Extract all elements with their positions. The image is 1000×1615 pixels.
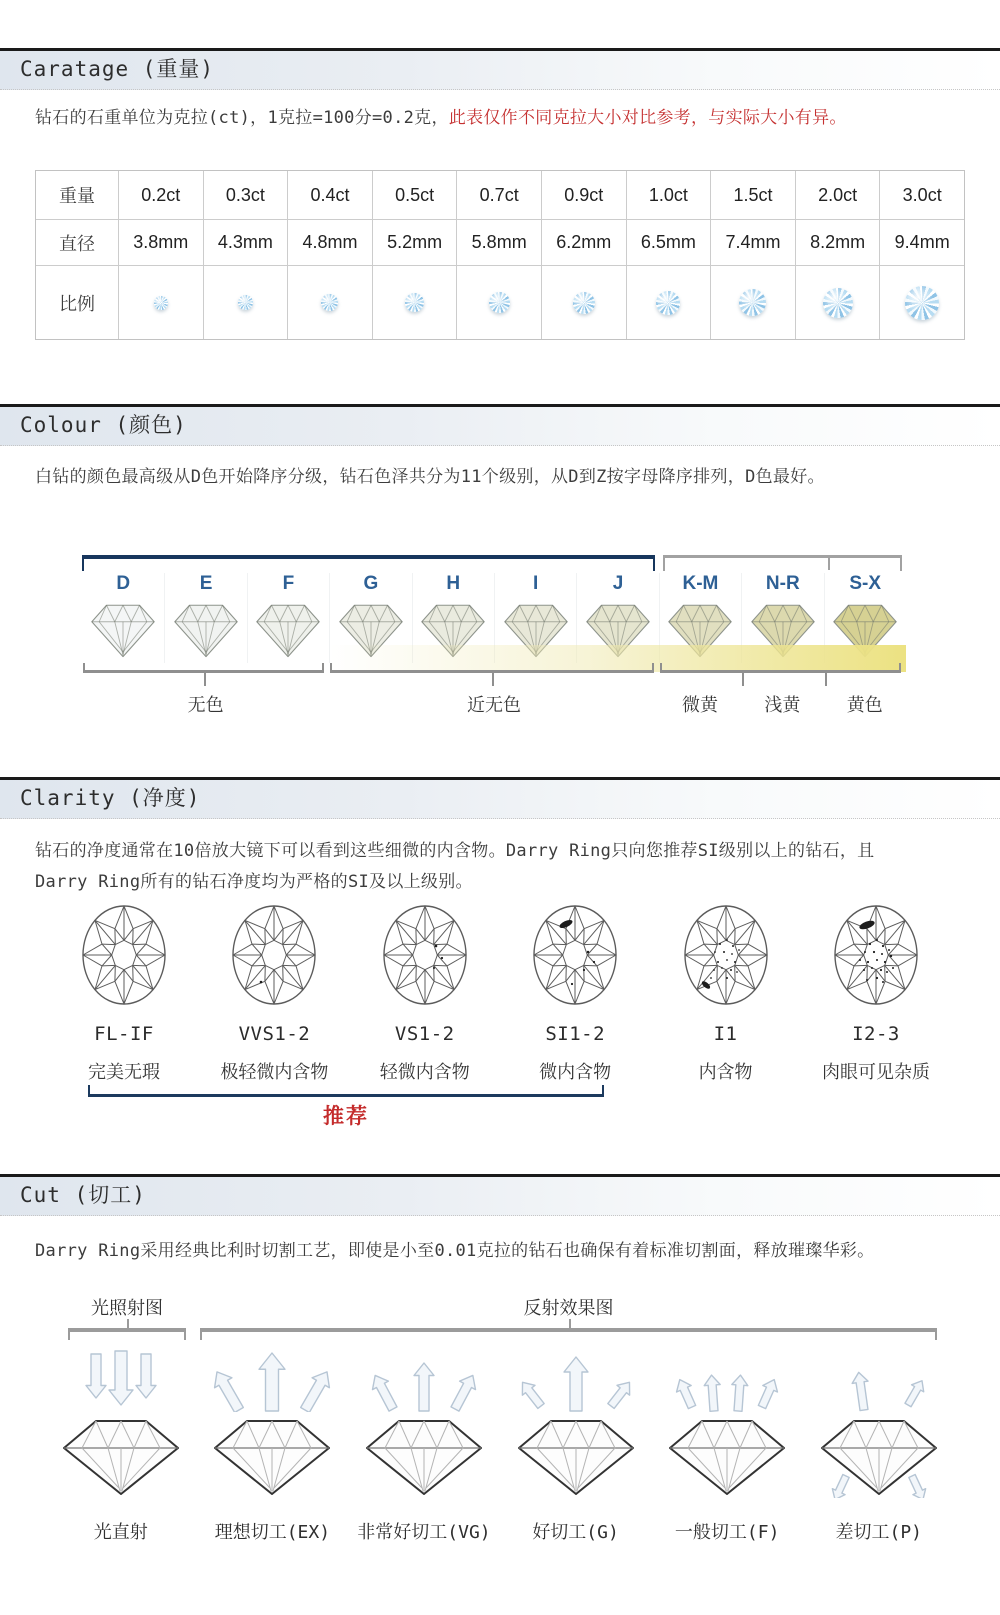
diamond-gem-icon (656, 291, 680, 315)
carat-intro (35, 103, 847, 134)
carat-cell: 5.8mm (456, 219, 541, 265)
bracket-divider-tick (742, 673, 744, 686)
clarity-diagram-icon (230, 903, 318, 1007)
section-header-caratage (0, 48, 1000, 90)
clarity-diagram (381, 903, 469, 1011)
bracket-tick (127, 1319, 129, 1332)
carat-scale-cell (456, 265, 541, 339)
carat-cell: 2.0ct (795, 171, 880, 219)
cut-arrows (349, 1348, 499, 1416)
carat-cell: 3.0ct (879, 171, 964, 219)
colour-grade-letter: E (199, 573, 213, 594)
carat-scale-cell (879, 265, 964, 339)
carat-row-header: 重量 (59, 186, 95, 207)
colour-grade-letter: D (116, 573, 131, 594)
colour-bottom-bracket (83, 663, 324, 673)
carat-cell: 0.9ct (541, 171, 626, 219)
cut-intro: Darry Ring采用经典比利时切割工艺，即使是小至0.01克拉的钻石也确保有着标准切割面，释放璀璨华彩。 (35, 1241, 875, 1261)
carat-scale-cell (626, 265, 711, 339)
cut-item (348, 1348, 500, 1544)
diamond-gem-icon (489, 292, 510, 313)
section-title-cut: Cut (切工) (20, 1183, 146, 1207)
carat-scale-cell (287, 265, 372, 339)
colour-grade-letter: H (446, 573, 461, 594)
cut-arrows-icon (197, 1348, 347, 1412)
recommend-label: 推荐 (323, 1104, 369, 1128)
carat-scale-cell (710, 265, 795, 339)
colour-column (247, 573, 329, 663)
cut-item (651, 1348, 803, 1544)
diamond-gem-icon (154, 296, 168, 310)
cut-diamond (513, 1416, 639, 1502)
clarity-item (50, 903, 198, 1084)
colour-bottom-bracket (330, 663, 654, 673)
cut-left-bracket (68, 1328, 186, 1340)
colour-grade-letter: F (282, 573, 295, 594)
carat-row-header: 比例 (36, 265, 118, 339)
clarity-diagram-icon (531, 903, 619, 1007)
carat-scale-cell (541, 265, 626, 339)
carat-cell: 0.2ct (118, 171, 203, 219)
colour-group-label: 浅黄 (764, 695, 801, 716)
cut-grade-label: 一般切工(F) (674, 1522, 780, 1543)
clarity-diagram (230, 903, 318, 1011)
bracket-tick (569, 1319, 571, 1332)
clarity-grade-desc: 肉眼可见杂质 (821, 1062, 930, 1083)
bracket-center-tick (204, 673, 206, 686)
cut-grade-label: 光直射 (93, 1522, 148, 1543)
section-title-colour: Colour (颜色) (20, 413, 187, 437)
cut-diamond-icon (664, 1416, 790, 1498)
carat-cell: 0.3ct (203, 171, 288, 219)
cut-item (197, 1348, 349, 1544)
diamond-gem-icon (321, 294, 338, 311)
cut-diamond (816, 1416, 942, 1502)
cut-arrows-icon (46, 1348, 196, 1412)
colour-diamond (90, 599, 156, 663)
cut-diamond (664, 1416, 790, 1502)
clarity-grade-row (50, 903, 950, 1084)
cut-item (45, 1348, 197, 1544)
clarity-diagram-icon (381, 903, 469, 1007)
carat-cell: 9.4mm (879, 219, 964, 265)
carat-scale-cell (372, 265, 457, 339)
clarity-grade-desc: 完美无瑕 (88, 1062, 160, 1083)
colour-top-bracket (663, 555, 902, 571)
clarity-grade-code: FL-IF (94, 1023, 154, 1045)
cut-grade-label: 理想切工(EX) (214, 1522, 331, 1543)
bracket-center-tick (492, 673, 494, 686)
carat-cell: 7.4mm (710, 219, 795, 265)
carat-intro-note: 此表仅作不同克拉大小对比参考，与实际大小有异。 (448, 108, 847, 128)
diamond-gem-icon (739, 289, 766, 316)
cut-arrows-icon (804, 1348, 954, 1412)
clarity-item (501, 903, 649, 1084)
carat-scale-cell (795, 265, 880, 339)
carat-cell: 6.2mm (541, 219, 626, 265)
clarity-grade-code: I2-3 (852, 1023, 900, 1045)
clarity-grade-desc: 内含物 (698, 1062, 753, 1083)
colour-grade-letter: I (533, 573, 539, 594)
clarity-diagram-icon (682, 903, 770, 1007)
clarity-diagram (80, 903, 168, 1011)
cut-grade-label: 非常好切工(VG) (357, 1522, 491, 1543)
clarity-grade-desc: 轻微内含物 (379, 1062, 470, 1083)
clarity-item (652, 903, 800, 1084)
clarity-item (200, 903, 348, 1084)
cut-grade-label: 好切工(G) (532, 1522, 619, 1543)
carat-row-header: 直径 (36, 219, 118, 265)
cut-right-bracket (200, 1328, 937, 1340)
clarity-item (802, 903, 950, 1084)
colour-grade-letter: G (363, 573, 379, 594)
cut-arrows (501, 1348, 651, 1416)
carat-cell: 4.8mm (287, 219, 372, 265)
colour-group-label: 近无色 (467, 695, 521, 716)
colour-grade-letter: N-R (765, 573, 800, 594)
cut-diamond (361, 1416, 487, 1502)
carat-cell: 5.2mm (372, 219, 457, 265)
cut-diamond-icon (513, 1416, 639, 1498)
cut-diamond-icon (58, 1416, 184, 1498)
cut-reflection-label: 反射效果图 (523, 1298, 614, 1319)
colour-diamond (173, 599, 239, 663)
carat-cell: 3.8mm (118, 219, 203, 265)
diamond-gem-icon (905, 286, 939, 320)
diamond-gem-icon (573, 292, 595, 314)
clarity-diagram (682, 903, 770, 1011)
clarity-diagram (832, 903, 920, 1011)
cut-direct-light-label: 光照射图 (91, 1298, 163, 1319)
clarity-intro-line2: Darry Ring所有的钻石净度均为严格的SI及以上级别。 (35, 872, 473, 892)
cut-item (500, 1348, 652, 1544)
clarity-intro (35, 836, 875, 898)
carat-intro-text: 钻石的石重单位为克拉(ct)，1克拉=100分=0.2克， (35, 108, 449, 128)
colour-diamond-icon (173, 601, 239, 659)
colour-group-label: 微黄 (682, 695, 718, 716)
colour-diamond-icon (255, 601, 321, 659)
cut-arrows (804, 1348, 954, 1416)
colour-intro: 白钻的颜色最高级从D色开始降序分级，钻石色泽共分为11个级别，从D到Z按字母降序排列，D色最好。 (35, 467, 825, 487)
section-header-clarity (0, 777, 1000, 819)
cut-item (803, 1348, 955, 1544)
clarity-grade-desc: 极轻微内含物 (220, 1062, 329, 1083)
cut-arrows-icon (652, 1348, 802, 1412)
clarity-diagram-icon (832, 903, 920, 1007)
section-header-colour (0, 404, 1000, 446)
section-title-clarity: Clarity (净度) (20, 786, 201, 810)
colour-top-bracket (82, 555, 655, 571)
colour-group-label: 无色 (187, 695, 224, 716)
colour-diamond (255, 599, 321, 663)
diamond-gem-icon (405, 293, 424, 312)
bracket-divider-tick (825, 673, 827, 686)
clarity-diagram (531, 903, 619, 1011)
diamond-gem-icon (238, 295, 253, 310)
colour-grade-letter: S-X (849, 573, 882, 594)
cut-arrows (46, 1348, 196, 1416)
carat-cell: 0.5ct (372, 171, 457, 219)
clarity-grade-code: SI1-2 (545, 1023, 606, 1045)
carat-cell: 8.2mm (795, 219, 880, 265)
diamond-gem-icon (823, 288, 853, 318)
cut-grade-label: 差切工(P) (835, 1522, 923, 1543)
cut-arrows-icon (501, 1348, 651, 1412)
carat-cell: 1.5ct (710, 171, 795, 219)
section-title-caratage: Caratage (重量) (20, 57, 215, 81)
colour-column (82, 573, 164, 663)
carat-cell: 1.0ct (626, 171, 711, 219)
clarity-grade-code: VVS1-2 (238, 1023, 311, 1045)
cut-arrows-icon (349, 1348, 499, 1412)
carat-cell: 0.4ct (287, 171, 372, 219)
colour-grade-letter: K-M (682, 573, 719, 594)
cut-diamond (209, 1416, 335, 1502)
clarity-grade-desc: 微内含物 (539, 1062, 612, 1083)
clarity-grade-code: I1 (713, 1023, 738, 1045)
recommend-bracket (88, 1085, 604, 1097)
cut-arrows (652, 1348, 802, 1416)
colour-grade-letter: J (612, 573, 624, 594)
colour-bottom-bracket (660, 663, 901, 673)
colour-column (164, 573, 246, 663)
cut-arrows (197, 1348, 347, 1416)
carat-cell: 4.3mm (203, 219, 288, 265)
cut-diamond-icon (816, 1416, 942, 1498)
colour-group-label: 黄色 (846, 695, 883, 716)
clarity-item (351, 903, 499, 1084)
section-header-cut (0, 1174, 1000, 1216)
cut-diamond (58, 1416, 184, 1502)
carat-scale-cell (118, 265, 203, 339)
cut-grade-row (45, 1348, 955, 1544)
bracket-divider-tick (828, 558, 830, 570)
clarity-grade-code: VS1-2 (394, 1023, 455, 1045)
carat-cell: 0.7ct (456, 171, 541, 219)
cut-diamond-icon (361, 1416, 487, 1498)
carat-table (35, 170, 965, 340)
colour-grade-chart (82, 545, 906, 740)
cut-diamond-icon (209, 1416, 335, 1498)
clarity-diagram-icon (80, 903, 168, 1007)
carat-cell: 6.5mm (626, 219, 711, 265)
carat-scale-cell (203, 265, 288, 339)
colour-diamond-icon (90, 601, 156, 659)
clarity-intro-line1: 钻石的净度通常在10倍放大镜下可以看到这些细微的内含物。Darry Ring只向您推荐SI级别以上的钻石，且 (35, 841, 875, 861)
